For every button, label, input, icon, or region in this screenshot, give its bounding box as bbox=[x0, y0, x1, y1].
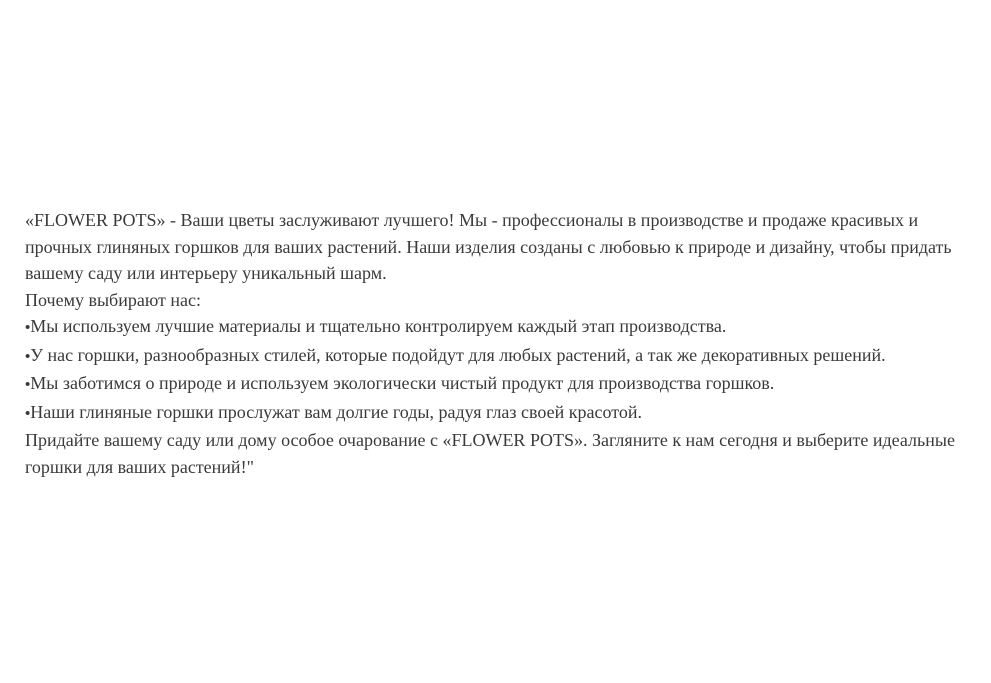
list-item-text: Мы используем лучшие материалы и тщательно контролируем каждый этап производства. bbox=[30, 316, 727, 336]
list-item bbox=[25, 370, 975, 399]
intro-paragraph: «FLOWER POTS» - Ваши цветы заслуживают лучшего! Мы - профессионалы в производстве и продаже красивых и прочных глиняных горшков для ваших растений. Наши изделия созданы с любовью к природе и дизайну, чтобы придать вашему саду или интерьеру уникальный шарм. bbox=[25, 210, 952, 283]
bullet-icon: • bbox=[25, 376, 31, 393]
list-item bbox=[25, 313, 975, 342]
list-item-text: Наши глиняные горшки прослужат вам долгие годы, радуя глаз своей красотой. bbox=[30, 401, 642, 422]
advantages-list bbox=[25, 313, 975, 427]
why-heading: Почему выбирают нас: bbox=[25, 289, 202, 310]
closing-paragraph: Придайте вашему саду или дому особое очарование с «FLOWER POTS». Загляните к нам сегодня и выберите идеальные горшки для ваших растений!" bbox=[25, 430, 955, 477]
list-item bbox=[25, 399, 975, 428]
bullet-icon: • bbox=[25, 404, 31, 422]
list-item bbox=[25, 342, 975, 371]
bullet-icon: • bbox=[25, 347, 31, 365]
list-item-text: У нас горшки, разнообразных стилей, которые подойдут для любых растений, а так же декоративных решений. bbox=[30, 344, 886, 365]
article-body bbox=[25, 207, 975, 480]
bullet-icon: • bbox=[25, 319, 31, 336]
list-item-text: Мы заботимся о природе и используем экологически чистый продукт для производства горшков. bbox=[30, 373, 775, 393]
